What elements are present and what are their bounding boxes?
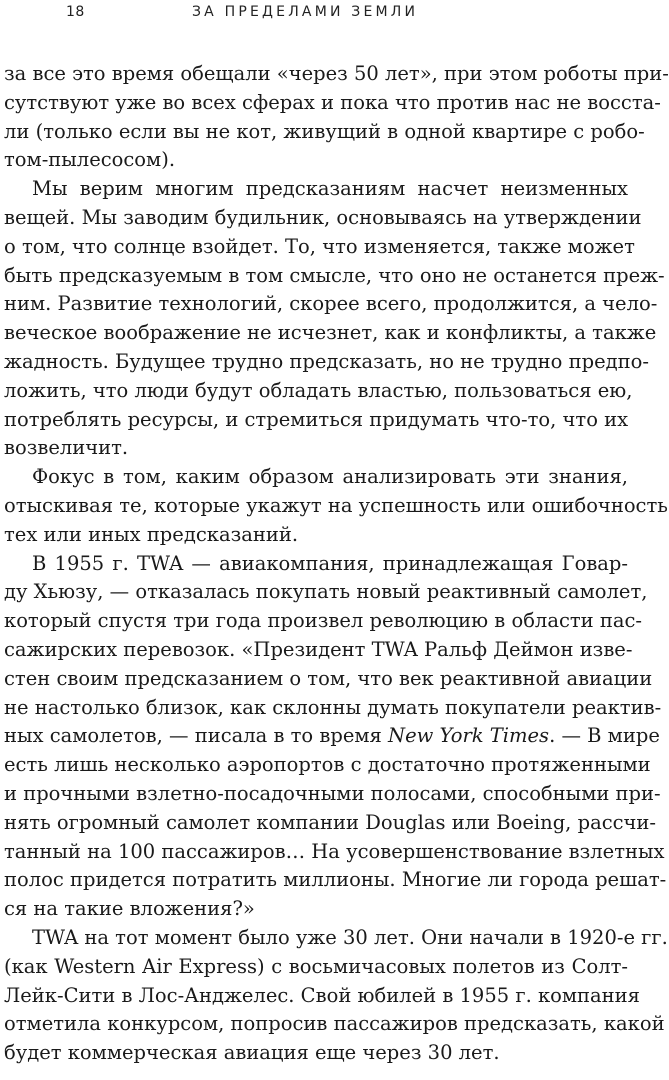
text-line: ду Хьюзу, — отказалась покупать новый реактивный самолет, <box>4 580 648 604</box>
body-text <box>4 60 669 1068</box>
text-segment: . — В мире <box>549 724 660 748</box>
text-line: не настолько близок, как склонны думать покупатели реактив- <box>4 695 662 719</box>
text-line: есть лишь несколько аэропортов с достаточно протяженными <box>4 753 651 777</box>
text-line: тех или иных предсказаний. <box>4 522 299 546</box>
text-line: Лейк-Сити в Лос-Анджелес. Свой юбилей в 1955 г. компания <box>4 983 640 1007</box>
text-line <box>4 722 660 751</box>
text-line: (как Western Air Express) с восьмичасовых полетов из Солт- <box>4 954 628 978</box>
text-line: ним. Развитие технологий, скорее всего, продолжится, а чело- <box>4 292 658 316</box>
text-line: ся на такие вложения?» <box>4 897 255 921</box>
text-line: том-пылесосом). <box>4 148 176 172</box>
text-line: Фокус в том, каким образом анализировать эти знания, <box>32 465 628 489</box>
text-line: который спустя три года произвел революцию в области пас- <box>4 609 642 633</box>
text-line: быть предсказуемым в том смысле, что оно не останется преж- <box>4 263 665 287</box>
running-head <box>0 4 632 24</box>
text-line: нять огромный самолет компании Douglas или Boeing, рассчи- <box>4 810 657 834</box>
text-line: TWA на тот момент было уже 30 лет. Они начали в 1920-е гг. <box>32 925 668 949</box>
text-line: возвеличит. <box>4 436 129 460</box>
text-line: танный на 100 пассажиров… На усовершенствование взлетных <box>4 839 665 863</box>
text-line: Мы верим многим предсказаниям насчет неизменных <box>32 177 628 201</box>
text-line: стен своим предсказанием о том, что век реактивной авиации <box>4 666 653 690</box>
italic-title: New York Times <box>388 724 550 748</box>
text-line: ложить, что люди будут обладать властью, пользоваться ею, <box>4 378 633 402</box>
text-line: отыскивая те, которые укажут на успешность или ошибочность <box>4 493 668 517</box>
text-line: полос придется потратить миллионы. Многие ли города решат- <box>4 868 667 892</box>
text-line: потреблять ресурсы, и стремиться придумать что-то, что их <box>4 407 629 431</box>
text-line: сажирских перевозок. «Президент TWA Ральф Деймон изве- <box>4 637 633 661</box>
text-line: о том, что солнце взойдет. То, что изменяется, также может <box>4 234 635 258</box>
text-line: ли (только если вы не кот, живущий в одной квартире с робо- <box>4 119 645 143</box>
text-line: вещей. Мы заводим будильник, основываясь на утверждении <box>4 205 642 229</box>
text-line: сутствуют уже во всех сферах и пока что против нас не восста- <box>4 90 661 114</box>
text-line: за все это время обещали «через 50 лет», при этом роботы при- <box>4 62 669 85</box>
text-line: отметила конкурсом, попросив пассажиров предсказать, какой <box>4 1012 665 1036</box>
page-number: 18 <box>66 4 85 20</box>
running-title: ЗА ПРЕДЕЛАМИ ЗЕМЛИ <box>192 4 419 20</box>
text-line: веческое воображение не исчезнет, как и конфликты, а также <box>4 321 657 345</box>
text-line: и прочными взлетно-посадочными полосами, способными при- <box>4 781 661 805</box>
text-segment: ных самолетов, — писала в то время <box>4 724 389 748</box>
text-line: будет коммерческая авиация еще через 30 лет. <box>4 1041 500 1065</box>
text-line: жадность. Будущее трудно предсказать, но не трудно предпо- <box>4 349 649 373</box>
text-line: В 1955 г. TWA — авиакомпания, принадлежащая Говар- <box>32 551 628 575</box>
